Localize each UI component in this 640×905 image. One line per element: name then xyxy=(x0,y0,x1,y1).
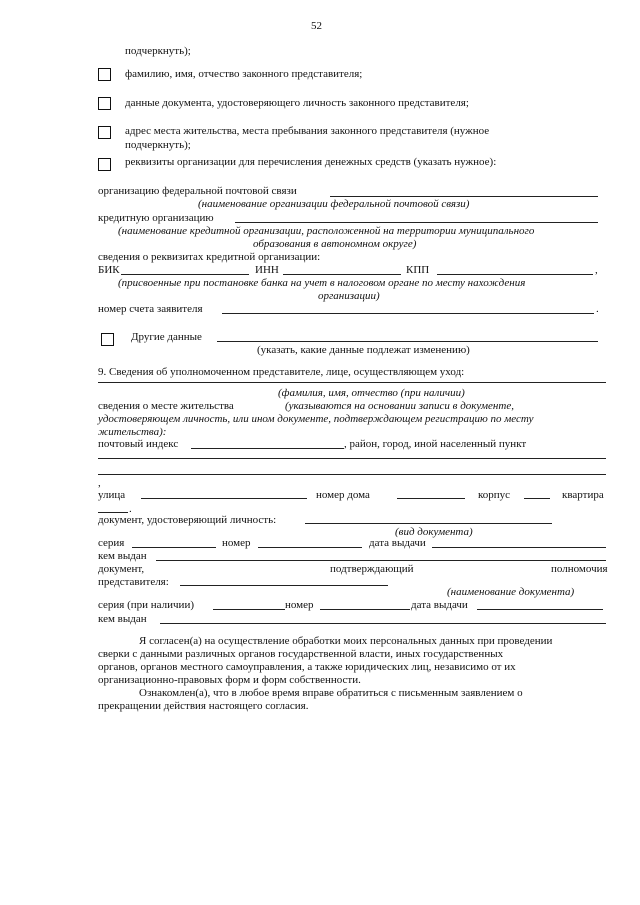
item-rep-doc: данные документа, удостоверяющего личность законного представителя; xyxy=(125,97,469,109)
issued2-field[interactable] xyxy=(160,623,606,624)
locality-field-1[interactable] xyxy=(98,458,606,459)
issued-label: кем выдан xyxy=(98,550,147,562)
auth-doc-word3: полномочия xyxy=(551,563,608,575)
item-continuation: подчеркнуть); xyxy=(125,45,191,57)
kpp-comma: , xyxy=(595,264,598,276)
korpus-field[interactable] xyxy=(524,498,550,499)
kpp-label: КПП xyxy=(406,264,430,276)
residence-line2: удостоверяющем личность, или ином документе, подтверждающем регистрацию по месту xyxy=(98,413,534,425)
bik-field[interactable] xyxy=(121,274,249,275)
checkbox-rep-name[interactable] xyxy=(98,68,111,81)
other-data-label: Другие данные xyxy=(131,331,202,343)
street-label: улица xyxy=(98,489,126,501)
credit-org-label: кредитную организацию xyxy=(98,212,214,224)
seria2-field[interactable] xyxy=(213,609,285,610)
id-doc-label: документ, удостоверяющий личность: xyxy=(98,514,277,526)
item-rep-address-line2: подчеркнуть); xyxy=(125,139,191,151)
consent-p1-line3: органов, органов местного самоуправления, а также юридических лиц, независимо от их xyxy=(98,661,516,673)
nomer2-field[interactable] xyxy=(320,609,410,610)
other-data-hint: (указать, какие данные подлежат изменению) xyxy=(257,344,470,356)
checkbox-rep-address[interactable] xyxy=(98,126,111,139)
consent-p2-line1: Ознакомлен(а), что в любое время вправе обратиться с письменным заявлением о xyxy=(139,687,523,699)
date-label: дата выдачи xyxy=(369,537,426,549)
post-org-field[interactable] xyxy=(330,196,598,197)
locality-comma: , xyxy=(98,477,101,489)
consent-p1-line1: Я согласен(а) на осуществление обработки моих персональных данных при проведении xyxy=(139,635,553,647)
auth-doc-word2: подтверждающий xyxy=(330,563,414,575)
date2-field[interactable] xyxy=(477,609,603,610)
korpus-label: корпус xyxy=(478,489,511,501)
item-rep-name: фамилию, имя, отчество законного представителя; xyxy=(125,68,363,80)
issued-field[interactable] xyxy=(156,560,606,561)
doc-name-hint: (наименование документа) xyxy=(447,586,575,598)
kvartira-label: квартира xyxy=(562,489,604,501)
nomer-field[interactable] xyxy=(258,547,362,548)
post-org-hint: (наименование организации федеральной почтовой связи) xyxy=(198,198,470,210)
page-number: 52 xyxy=(311,20,322,32)
item-requisites: реквизиты организации для перечисления денежных средств (указать нужное): xyxy=(125,156,497,168)
consent-p1-line2: сверки с данными различных органов государственной власти, иных государственных xyxy=(98,648,504,660)
bank-info-label: сведения о реквизитах кредитной организации: xyxy=(98,251,321,263)
other-data-field[interactable] xyxy=(217,341,598,342)
residence-line1-italic: (указываются на основании записи в документе, xyxy=(285,400,514,412)
house-field[interactable] xyxy=(397,498,465,499)
auth-doc-word1: документ, xyxy=(98,563,145,575)
consent-p2-line2: прекращении действия настоящего согласия. xyxy=(98,700,309,712)
seria-label: серия xyxy=(98,537,125,549)
postal-index-field[interactable] xyxy=(191,448,344,449)
postal-index-label: почтовый индекс xyxy=(98,438,179,450)
bank-hint-line2: организации) xyxy=(318,290,380,302)
account-field[interactable] xyxy=(222,313,594,314)
account-label: номер счета заявителя xyxy=(98,303,203,315)
street-field[interactable] xyxy=(141,498,307,499)
locality-label: , район, город, иной населенный пункт xyxy=(344,438,527,450)
bank-hint-line1: (присвоенные при постановке банка на учет в налоговом органе по месту нахождения xyxy=(118,277,526,289)
doc-kind-hint: (вид документа) xyxy=(395,526,473,538)
kvartira-field[interactable] xyxy=(98,512,128,513)
nomer2-label: номер xyxy=(285,599,314,611)
inn-label: ИНН xyxy=(255,264,279,276)
section9-title: 9. Сведения об уполномоченном представителе, лице, осуществляющем уход: xyxy=(98,366,465,378)
date-field[interactable] xyxy=(432,547,606,548)
inn-field[interactable] xyxy=(283,274,401,275)
kvartira-dot: . xyxy=(129,503,132,515)
item-rep-address-line1: адрес места жительства, места пребывания законного представителя (нужное xyxy=(125,125,490,137)
seria-field[interactable] xyxy=(132,547,216,548)
date2-label: дата выдачи xyxy=(411,599,468,611)
checkbox-rep-doc[interactable] xyxy=(98,97,111,110)
account-dot: . xyxy=(596,303,599,315)
id-doc-field[interactable] xyxy=(305,523,552,524)
issued2-label: кем выдан xyxy=(98,613,147,625)
nomer-label: номер xyxy=(222,537,251,549)
rep-fio-field[interactable] xyxy=(98,382,606,383)
locality-field-2[interactable] xyxy=(98,474,606,475)
credit-org-field[interactable] xyxy=(235,222,598,223)
seria2-label: серия (при наличии) xyxy=(98,599,194,611)
credit-org-hint-line2: образования в автономном округе) xyxy=(253,238,417,250)
house-label: номер дома xyxy=(316,489,370,501)
residence-line1: сведения о месте жительства xyxy=(98,400,234,412)
post-org-label: организацию федеральной почтовой связи xyxy=(98,185,297,197)
auth-doc-word4: представителя: xyxy=(98,576,169,588)
consent-p1-line4: организационно-правовых форм и форм собственности. xyxy=(98,674,361,686)
bik-label: БИК xyxy=(98,264,120,276)
kpp-field[interactable] xyxy=(437,274,593,275)
checkbox-other-data[interactable] xyxy=(101,333,114,346)
residence-line3: жительства): xyxy=(98,426,167,438)
checkbox-requisites[interactable] xyxy=(98,158,111,171)
credit-org-hint-line1: (наименование кредитной организации, расположенной на территории муниципального xyxy=(118,225,535,237)
rep-fio-hint: (фамилия, имя, отчество (при наличии) xyxy=(278,387,465,399)
auth-doc-field[interactable] xyxy=(180,585,388,586)
